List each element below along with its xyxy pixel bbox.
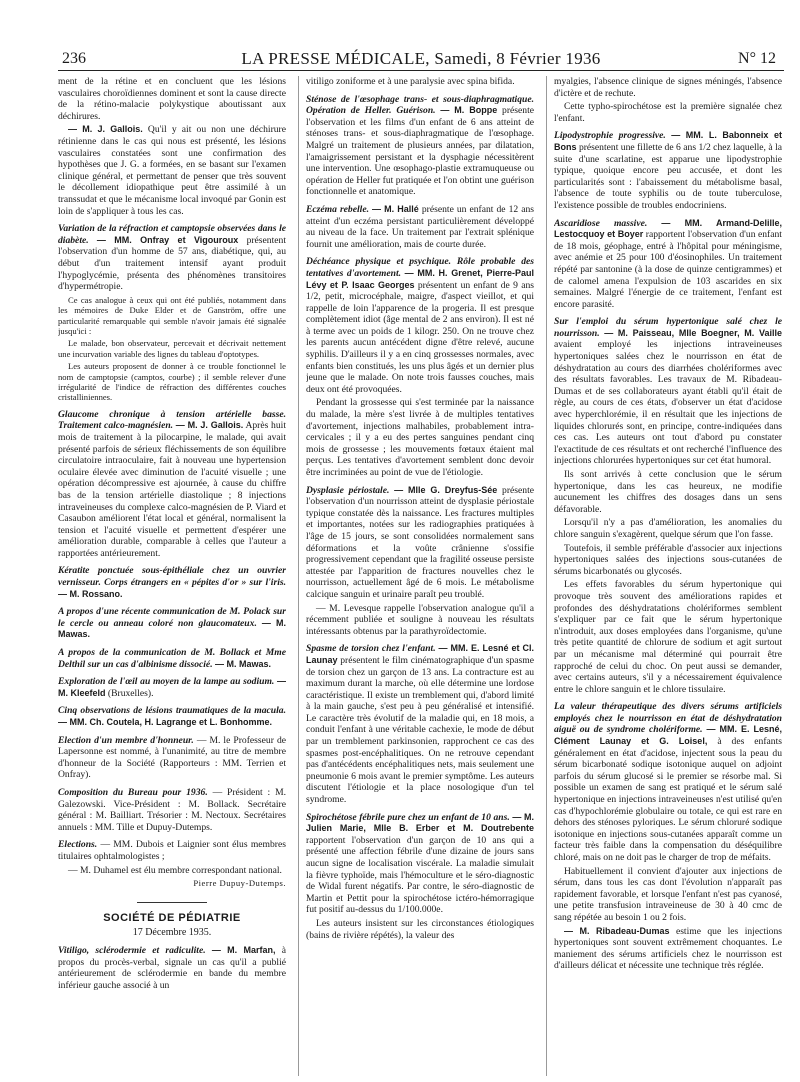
author-names: — MM. Onfray et Vigouroux [96,234,239,245]
paragraph: vitiligo zoniforme et à une paralysie avec spina bifida. [306,76,515,87]
body-text: présente un enfant de 12 ans atteint d'un eczéma persistant particulièrement développé au niveau de la face. Un traitement par l'extrait splénique fournit une amélioration, mais de courte durée. [306,203,534,250]
communication [554,218,782,311]
author-names: — M. Kleefeld [58,676,286,698]
communication [554,701,782,863]
paragraph: Les auteurs proposent de donner à ce trouble fonctionnel le nom de camptopsie (camptos, courbe) ; il semble relever d'une irrégularité de l'indice de réfraction des différentes couches cristalliniennes. [58,361,286,403]
journal-title: LA PRESSE MÉDICALE, Samedi, 8 Février 1936 [241,49,601,68]
communication-title: Composition du Bureau pour 1936. [58,786,208,798]
communication-title: Exploration de l'œil au moyen de la lampe au sodium. [58,676,275,688]
communication [58,676,286,699]
column-left [58,76,286,1076]
author-names: — MM. E. Lesné, Clément Launay et G. Loisel, [554,724,782,747]
paragraph [554,926,782,972]
body-text: — M. le Professeur de Lapersonne est nommé, à l'unanimité, au titre de membre d'honneur de la Société (Rapporteurs : MM. Terrien et Onfray). [58,734,286,781]
communication-title: A propos d'une récente communication de M. Polack sur le cercle ou anneau coloré non glaucomateux. [58,606,286,629]
paragraph: Ils sont arrivés à cette conclusion que le sérum hypertonique, dans les cas heureux, ne modifie aucunement les chiffres des dosages dans un sens défavorable. [554,469,782,515]
communication-title: Lipodystrophie progressive. [554,130,666,142]
communication-title: Spirochétose fébrile pure chez un enfant de 10 ans. [306,811,510,823]
communication-title: Elections. [58,839,98,851]
communication-title: Variation de la réfraction et camptopsie observées dans le diabète. [58,223,286,246]
author-names: — MM. L. Babonneix et Bons [554,130,782,152]
body-text: estime que les injections hypertoniques sont souvent extrêmement choquantes. Le maniement des sérums artificiels chez le nourrisson est d'ailleurs délicat et nécessite une technique très réglée. [554,925,782,972]
communication [58,606,286,641]
column-divider [546,76,547,1076]
communication [58,787,286,833]
body-text: présentent l'observation d'un homme de 57 ans, diabétique, qui, au début d'un traitement intensif ayant produit l'hypoglycémie, présenta des phénomènes transitoires d'hypermétropie. [58,234,286,293]
communication-title: Cinq observations de lésions traumatiques de la macula. [58,705,286,717]
author-names: — M. Marfan, [211,944,276,955]
body-text: à propos du procès-verbal, signale un cas qu'il a publié antérieurement de sclérodermie en bande du membre inférieur gauche associé à un [58,944,286,991]
section-separator [137,902,207,903]
communication [58,409,286,560]
author-names: — M. Rossano. [58,588,123,599]
author-names: — M. Mawas. [215,658,272,669]
communication-title: Déchéance physique et psychique. Rôle probable des tentatives d'avortement. [306,256,534,279]
body-text: présente l'observation d'un nourrisson atteint de dysplasie périostale typique constatée dès la naissance. Les fractures multiples et importantes, notées sur les radiographies pratiquées à l'âge de 15 jours, se sont consolidées normalement sans déformations et la voûte crânienne s'ossifie progressivement cependant que la fragilité osseuse persiste attestée par l'apparition de fractures nouvelles chez le nourrisson, actuellement âgé de 6 mois. Le métabolisme calcique sanguin et urinaire paraît peu troublé. [306,484,534,600]
communication [58,223,286,293]
communication-title: Dysplasie périostale. [306,484,390,496]
communication-title: Eczéma rebelle. [306,203,369,215]
communication [306,94,534,198]
signature: Pierre Dupuy-Dutemps. [193,878,286,889]
body-text: présentent une fillette de 6 ans 1/2 chez laquelle, à la suite d'une scarlatine, est apparue une lipodystrophie typique, quoique encore peu accusée, et dont les particularités sont : l'abaissement du métabolisme basal, l'absence de toute syphilis ou de toute tuberculose, l'existence possible de troubles endocriniens. [554,141,782,211]
body-text: rapportent l'observation d'un enfant de 18 mois, géophage, entré à l'hôpital pour méningisme, avec anémie et 25 pour 100 d'éosinophiles. Un traitement répété par santonine (à la dose de quinze centigrammes) et de calomel amena l'expulsion de 103 ascarides en six semaines. Malgré l'énergie de ce traitement, l'enfant est encore parasité. [554,229,782,310]
paragraph: Habituellement il convient d'ajouter aux injections de sérum, dans tous les cas dont l'évolution n'apparaît pas rapidement favorable, et lorsque l'enfant n'est pas cyanosé, une petite transfusion intraveineuse de 30 à 40 cmc de sang répétée au besoin 1 ou 2 fois. [554,865,782,923]
author-names: — M. J. Gallois. [68,124,143,135]
author-names: — Mlle G. Dreyfus-Sée [394,484,498,495]
author-names: — M. Boppe [440,105,498,116]
body-text: présente l'observation et les films d'un enfant de 6 ans atteint de sténoses trans- et sous-diaphragmatique de l'œsophage. Malgré un traitement de plusieurs années, par dilatation, l'amaigrissement persistant et la dysphagie nécessitèrent une intervention. Une œsophago-plastie extramuqueuse ou opération de Heller fut pratiquée et l'on obtint une guérison fonctionnelle et anatomique. [306,105,534,198]
communication-title: Sur l'emploi du sérum hypertonique salé chez le nourrisson. [554,316,782,339]
communication [58,735,286,781]
communication-title: Glaucome chronique à tension artérielle basse. Traitement calco-magnésien. [58,408,286,432]
body-text: à des enfants généralement en état d'acidose, injectent sous la peau du sérum bicarbonaté sodique isotonique auquel on adjoint parfois du sérum glucosé si le premier se résorbe mal. Si possible un examen de sang est pratiqué et le sérum salé hypertonique en injections intraveineuses n'est utilisé qu'en cas d'hypochlorémie globulaire ou totale, ce qui est rare en dehors des sténoses pyloriques. Le sérum chloruré sodique isotonique en injections sous-cutanées apparaît comme un facteur très faible dans la compensation du déséquilibre chloré, mais on ne doit pas le charger de trop de méfaits. [554,736,782,863]
author-names: — MM. E. Lesné et Cl. Launay [306,643,534,665]
communication [58,647,286,670]
page-header [58,50,784,72]
paragraph: ment de la rétine et en concluent que les lésions vasculaires choroïdiennes dominent et sont la cause directe de la rétino-malacie polykystique aboutissant aux déchirures. [58,76,286,122]
communication-title: Spasme de torsion chez l'enfant. [306,643,436,655]
communication-title: La valeur thérapeutique des divers sérums artificiels employés chez le nourrisson en état de déshydratation aiguë ou de syndrome cholériforme. [554,701,782,736]
paragraph: Le malade, bon observateur, percevait et décrivait nettement une incurvation variable des lignes du tableau d'optotypes. [58,338,286,359]
column-divider [298,76,299,1076]
communication-title: Sténose de l'œsophage trans- et sous-diaphragmatique. Opération de Heller. Guérison. [306,93,534,117]
paragraph: Les effets favorables du sérum hypertonique qui provoque très souvent des améliorations rapides et profondes des déshydratations cholériformes semblent s'expliquer par ce fait que le sérum hypertonique n'introduit, aux doses employées dans l'organisme, qu'une très petite quantité de chlorure de sodium et agit surtout par un mécanisme mal déterminé qui pourrait être rapproché de celui du choc. On peut aussi se demander, avec certains auteurs, s'il y a nécessairement équivalence entre le chlore sanguin et le chlore tissulaire. [554,579,782,695]
column-middle [306,76,534,1076]
paragraph: myalgies, l'absence clinique de signes méningés, l'absence d'ictère et de rechute. [554,76,782,99]
paragraph: Les auteurs insistent sur les circonstances étiologiques (bains de rivière répétés), la valeur des [306,917,534,941]
communication [58,565,286,600]
communication [306,643,534,805]
column-right [554,76,782,1076]
paragraph: Toutefois, il semble préférable d'associer aux injections hypertoniques salées des injections sous-cutanées de sérums bicarbonatés ou glycosés. [554,542,782,577]
communication [554,130,782,211]
communication-title: Ascaridiose massive. [554,217,648,229]
body-text: Qu'il y ait ou non une déchirure rétinienne dans le cas qui nous est présenté, les lésions vasculaires constatées sont une confirmation des hypothèses que J. G. a formées, en se basant sur l'examen clinique général, et permettant de penser que très souvent le décollement idiopathique peut être assimilé à un transsudat et que le mécanisme local invoqué par Gonin est loin de s'appliquer à tous les cas. [58,124,286,217]
paragraph: Cette typho-spirochétose est la première signalée chez l'enfant. [554,101,782,124]
body-text: — MM. Dubois et Laignier sont élus membres titulaires ophtalmologistes ; [58,839,286,862]
paragraph: Ce cas analogue à ceux qui ont été publiés, notamment dans les mémoires de Duke Elder et de Ganström, offre une particularité remarquable qui semble n'avoir jamais été signalée jusqu'ici : [58,294,286,336]
communication [554,316,782,467]
body-text: (Bruxelles). [107,687,154,699]
author-names: — MM. Ch. Coutela, H. Lagrange et L. Bonhomme. [58,717,273,727]
body-text: Après huit mois de traitement à la pilocarpine, le malade, qui avait présenté parfois de sérieux fléchissements de son équilibre circulatoire intraoculaire, fait à nouveau une hypertension oculaire élevée avec diminution de l'acuité visuelle ; une opération décompressive est ajournée, à cause du chiffre bas de la tension artérielle diastolique ; 8 injections intraveineuses du complexe calco-magnésien de P. Viard et Casaubon améliorent l'état local et général, normalisent la tension et l'acuité visuelle et permettent d'espérer une amélioration durable, comparable à celles que l'auteur a rapportées antérieurement. [58,420,286,559]
author-names: — M. Paisseau, Mlle Boegner, M. Vaille [604,327,782,338]
body-text: avaient employé les injections intraveineuses hypertoniques salées chez le nourrisson en état de déshydratation au cours des diarrhées cholériformes avec des résultats favorables. Les travaux de M. Ribadeau-Dumas et de ses collaborateurs ayant établi qu'il était de règle, au cours de ces états, d'observer un état d'acidose avec hyperchlorémie, il en résultait que les injections de liquides chlorurés sont, en principe, contre-indiquées dans ces cas. Les auteurs ont tout d'abord pu constater l'exactitude de ces résultats et ont recherché l'influence des injections chlorurées hypertoniques sur cet état humoral. [554,339,782,467]
paragraph: — M. Duhamel est élu membre correspondant national. [68,864,282,876]
author-names: — M. J. Gallois. [175,420,244,431]
author-names: — M. Mawas. [58,617,286,640]
author-names: — M. Julien Marie, Mlle B. Erber et M. Doutrebente [306,811,534,834]
paragraph [58,124,286,217]
communication [306,485,534,601]
communication [58,705,286,728]
paragraph: — M. Levesque rappelle l'observation analogue qu'il a récemment publiée et souligne à nouveau les résultats intéressants obtenus par la parathyroïdectomie. [306,602,534,637]
communication-title: Vitiligo, sclérodermie et radiculite. [58,944,206,956]
issue-number: N° 12 [738,50,776,67]
page-number: 236 [62,50,86,67]
header-rule [58,70,784,71]
body-text: — Président : M. Galezowski. Vice-Président : M. Bollack. Secrétaire général : M. Bailliart. Trésorier : M. Nectoux. Secrétaires annuels : MM. Tille et Dupuy-Dutemps. [58,786,286,833]
section-date: 17 Décembre 1935. [132,927,212,939]
section-heading: SOCIÉTÉ DE PÉDIATRIE [103,911,241,924]
author-names: — M. Ribadeau-Dumas [564,925,670,936]
communication [58,945,286,991]
communication [306,204,534,250]
communication-title: Election d'un membre d'honneur. [58,734,194,746]
communication [306,812,534,916]
body-text: rapportent l'observation d'un garçon de 10 ans qui a présenté une affection fébrile d'une dizaine de jours sans aucun signe de localisation viscérale. La maladie simulait la fièvre typhoïde, mais l'hémoculture et le séro-diagnostic de Widal furent négatifs. Par contre, le séro-diagnostic de Martin et Pettit pour la spirochétose ictéro-hémorragique fut positif au-dessus du 1/100.000e. [306,834,534,916]
communication-title: Kératite ponctuée sous-épithéliale chez un ouvrier vernisseur. Corps étrangers en « pépites d'or » sur l'iris. [58,565,286,589]
communication [58,839,286,862]
communication [306,256,534,395]
author-names: — MM. H. Grenet, Pierre-Paul Lévy et P. Isaac Georges [306,267,534,290]
body-text: présentent un enfant de 9 ans 1/2, petit, microcéphale, maigre, d'aspect vieillot, et qui rappelle de loin l'apparence de la progeria. Il est presque complètement idiot (âge mental de 2 ans environ). Il est né à terme avec un poids de 1 kilogr. 250. On ne trouve chez les parents aucun antécédent digne d'être relevé, aucune syphilis. D'ailleurs il y a en cinq grossesses normales, avec enfants bien constitués, les uns plus âgés et un dernier plus jeune que le malade. On note trois fausses couches, mais deux ont été provoquées. [306,279,534,395]
paragraph: Pendant la grossesse qui s'est terminée par la naissance du malade, la mère s'est livrée à de multiples tentatives d'avortement, injections malhabiles, probablement intra-cervicales ; il y a eu des pertes sanguines pendant cinq mois de grossesse ; les mouvements fœtaux étaient mal perçus. Les tentatives d'avortement semblent donc devoir être incriminées au point de vue de l'étiologie. [306,397,534,478]
paragraph: Lorsqu'il n'y a pas d'amélioration, les anomalies du chlore sanguin s'exagèrent, quelque sérum que l'on fasse. [554,517,782,540]
body-text: présentent le film cinématographique d'un spasme de torsion chez un garçon de 13 ans. La contracture est au maximum durant la marche, où elle détermine une lordose caractéristique. Il existe un tremblement qui, d'abord limité à la main gauche, s'est peu à peu généralisé et intensifié. Le caractère très évolutif de la maladie qui, en 18 mois, a conduit l'enfant à une véritable cachexie, le mode de début par un tremblement parkinsonien, rapprochent ce cas des spasmes post-encéphalitiques. On ne retrouve cependant pas d'antécédents encéphalitiques nets, mais seulement une pneumonie 6 mois avant le premier symptôme. Les auteurs discutent l'étiologie et la place nosologique d'un tel syndrome. [306,654,534,806]
author-names: — MM. Armand-Delille, Lestocquoy et Boyer [554,217,782,240]
author-names: — M. Hallé [372,203,419,214]
communication-title: A propos de la communication de M. Bollack et Mme Delthil sur un cas d'albinisme dissocié. [58,647,286,670]
